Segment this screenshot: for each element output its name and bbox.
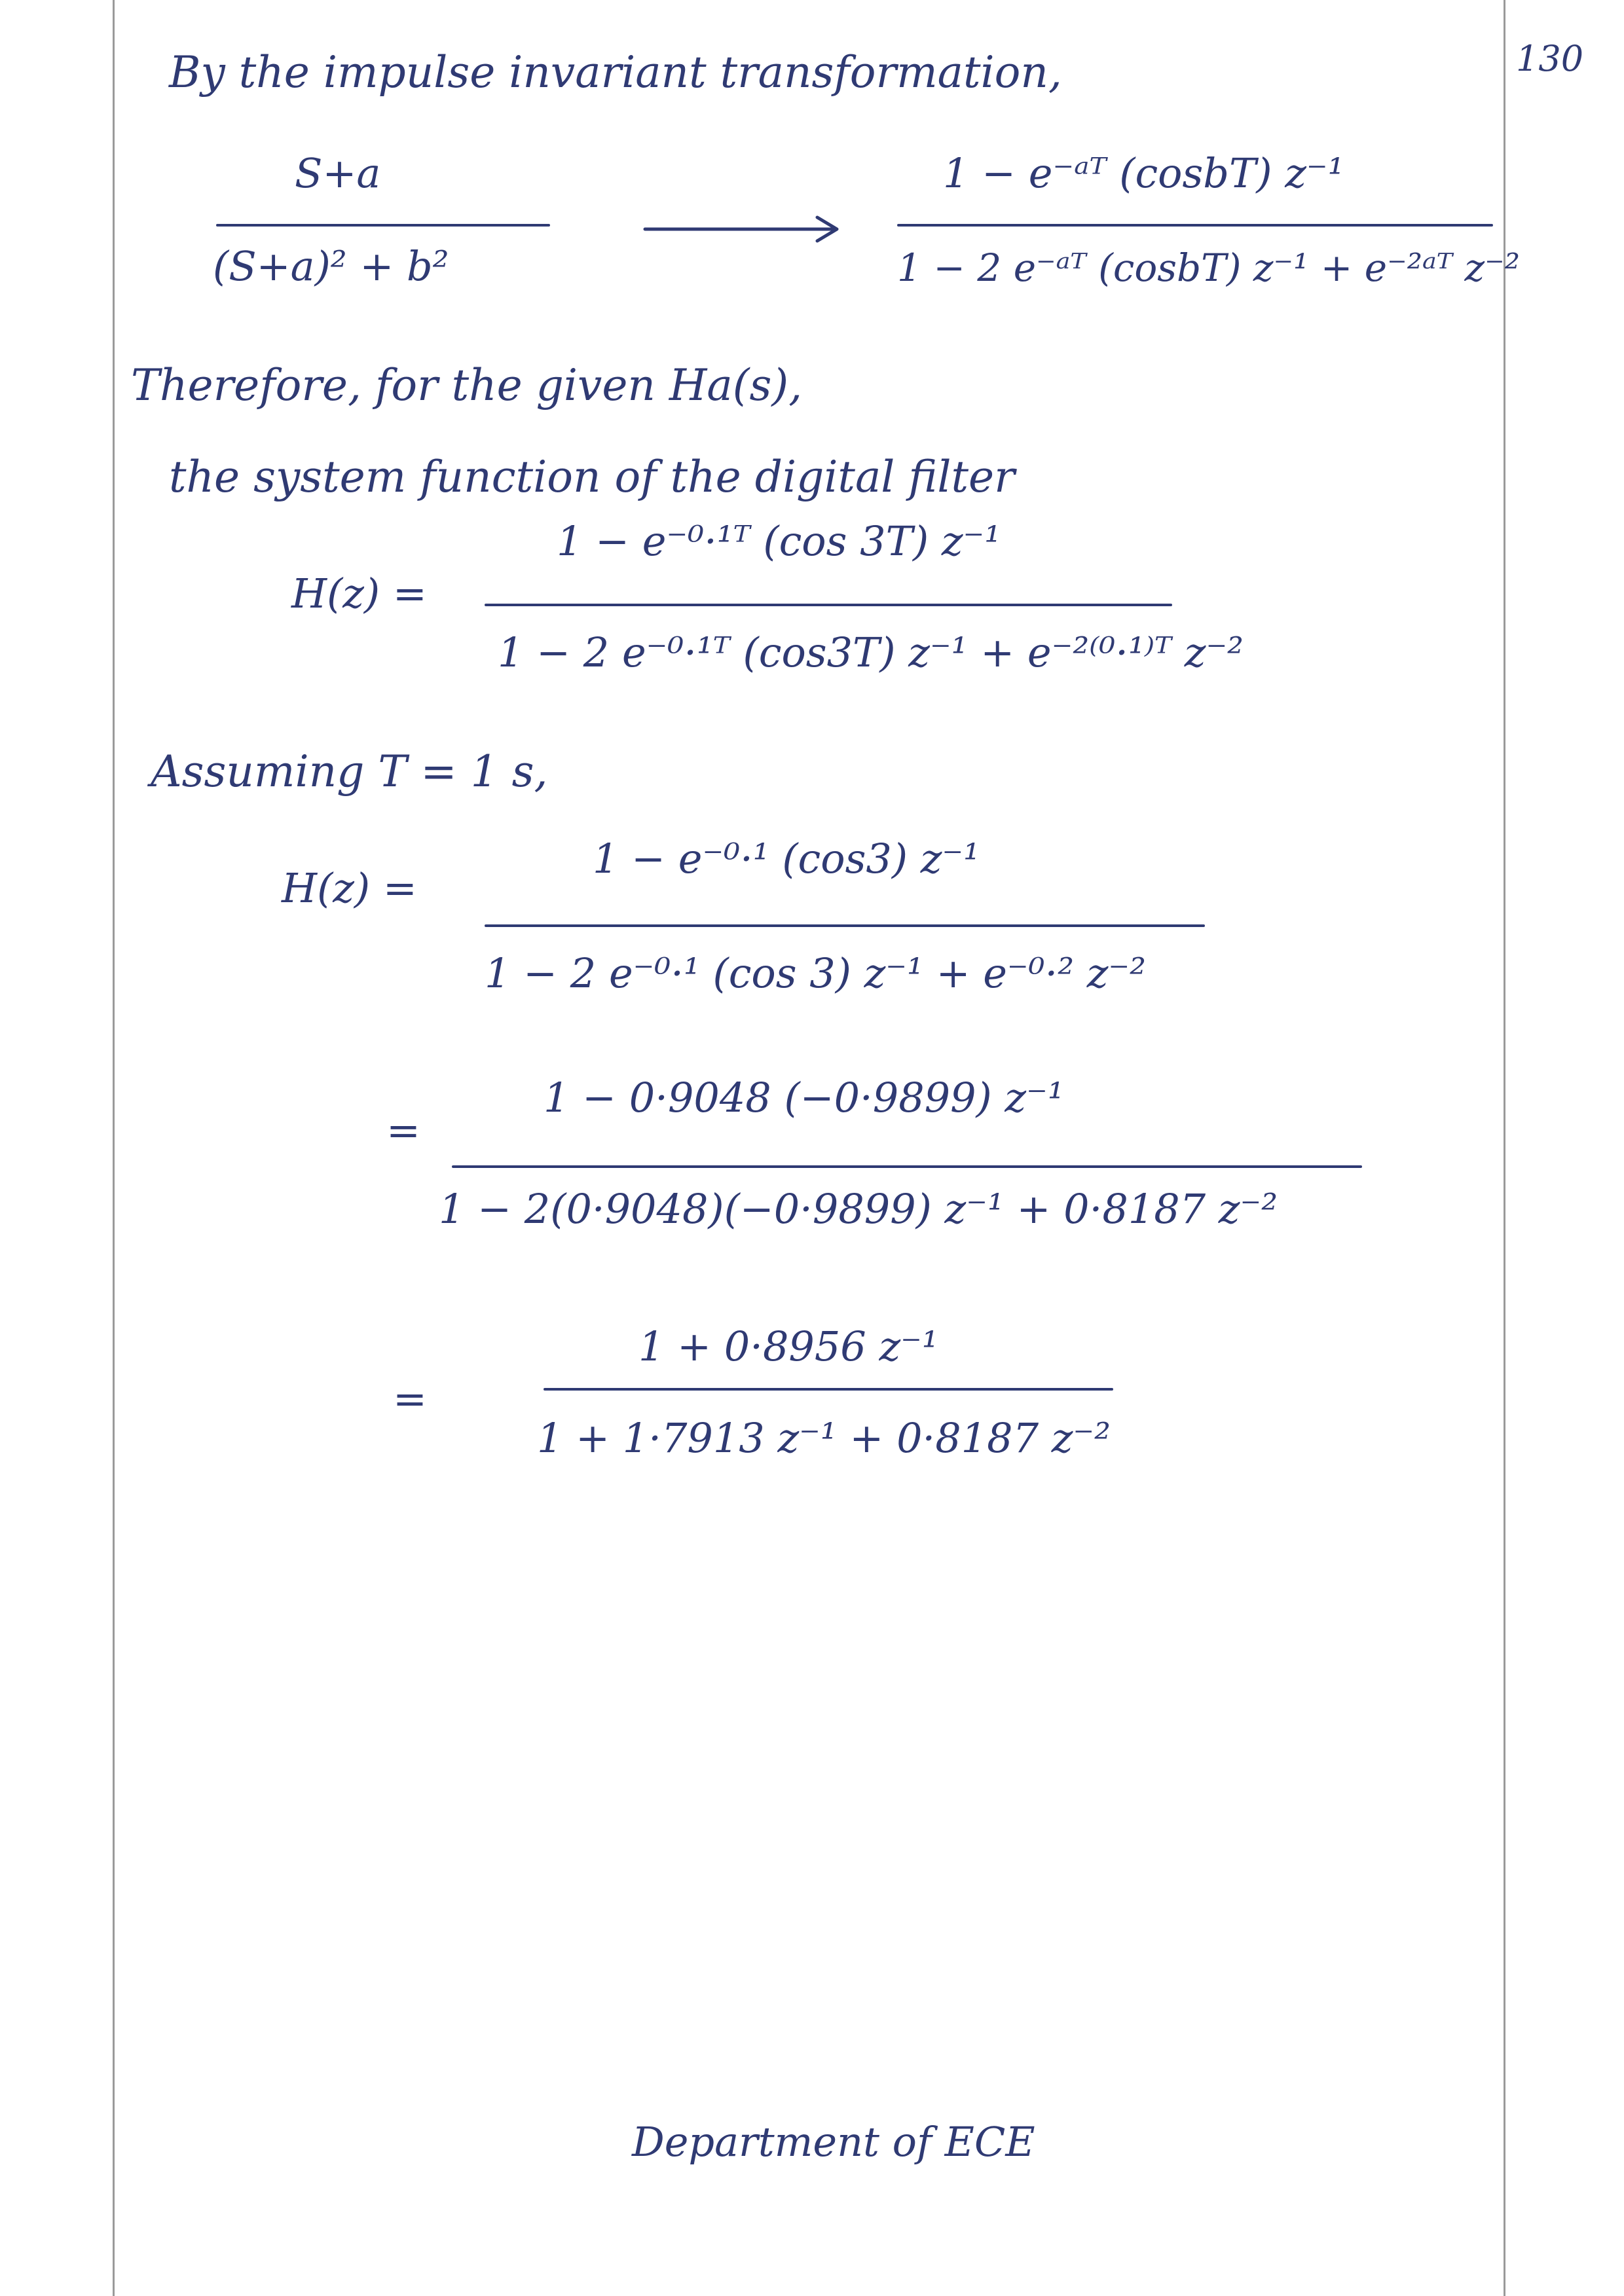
footer-department: Department of ECE	[632, 2118, 1035, 2166]
h3-fraction-bar	[452, 1165, 1362, 1168]
h1-lhs: H(z) =	[291, 570, 427, 617]
h4-denominator: 1 + 1·7913 z⁻¹ + 0·8187 z⁻²	[537, 1414, 1111, 1462]
system-function-text: the system function of the digital filter	[169, 452, 1015, 502]
right-margin-line	[1504, 0, 1505, 2296]
transform-rhs-numerator: 1 − e⁻ᵃᵀ (cosbT) z⁻¹	[943, 149, 1344, 197]
assuming-text: Assuming T = 1 s,	[151, 746, 548, 797]
h2-lhs: H(z) =	[282, 864, 417, 912]
h3-denominator: 1 − 2(0·9048)(−0·9899) z⁻¹ + 0·8187 z⁻²	[439, 1185, 1278, 1233]
transform-rhs-fraction-bar	[897, 224, 1493, 227]
h4-numerator: 1 + 0·8956 z⁻¹	[638, 1322, 938, 1370]
h4-lhs: =	[393, 1375, 427, 1423]
h2-numerator: 1 − e⁻⁰·¹ (cos3) z⁻¹	[593, 835, 980, 883]
h1-denominator: 1 − 2 e⁻⁰·¹ᵀ (cos3T) z⁻¹ + e⁻²⁽⁰·¹⁾ᵀ z⁻²	[498, 629, 1244, 676]
h3-numerator: 1 − 0·9048 (−0·9899) z⁻¹	[544, 1074, 1064, 1121]
left-margin-line	[113, 0, 115, 2296]
h4-fraction-bar	[544, 1388, 1113, 1391]
h1-fraction-bar	[485, 604, 1172, 606]
h3-lhs: =	[386, 1106, 420, 1154]
therefore-text: Therefore, for the given Ha(s),	[131, 360, 803, 410]
transform-lhs-denominator: (S+a)² + b²	[213, 242, 449, 290]
transform-lhs-numerator: S+a	[295, 149, 381, 197]
transform-lhs-fraction-bar	[216, 224, 550, 227]
h1-numerator: 1 − e⁻⁰·¹ᵀ (cos 3T) z⁻¹	[557, 517, 1001, 565]
transform-rhs-denominator: 1 − 2 e⁻ᵃᵀ (cosbT) z⁻¹ + e⁻²ᵃᵀ z⁻²	[897, 246, 1520, 290]
arrow-right-icon	[642, 210, 845, 249]
h2-denominator: 1 − 2 e⁻⁰·¹ (cos 3) z⁻¹ + e⁻⁰·² z⁻²	[485, 949, 1147, 997]
intro-text: By the impulse invariant transformation,	[169, 47, 1062, 98]
page-number: 130	[1516, 38, 1584, 79]
h2-fraction-bar	[485, 924, 1205, 927]
